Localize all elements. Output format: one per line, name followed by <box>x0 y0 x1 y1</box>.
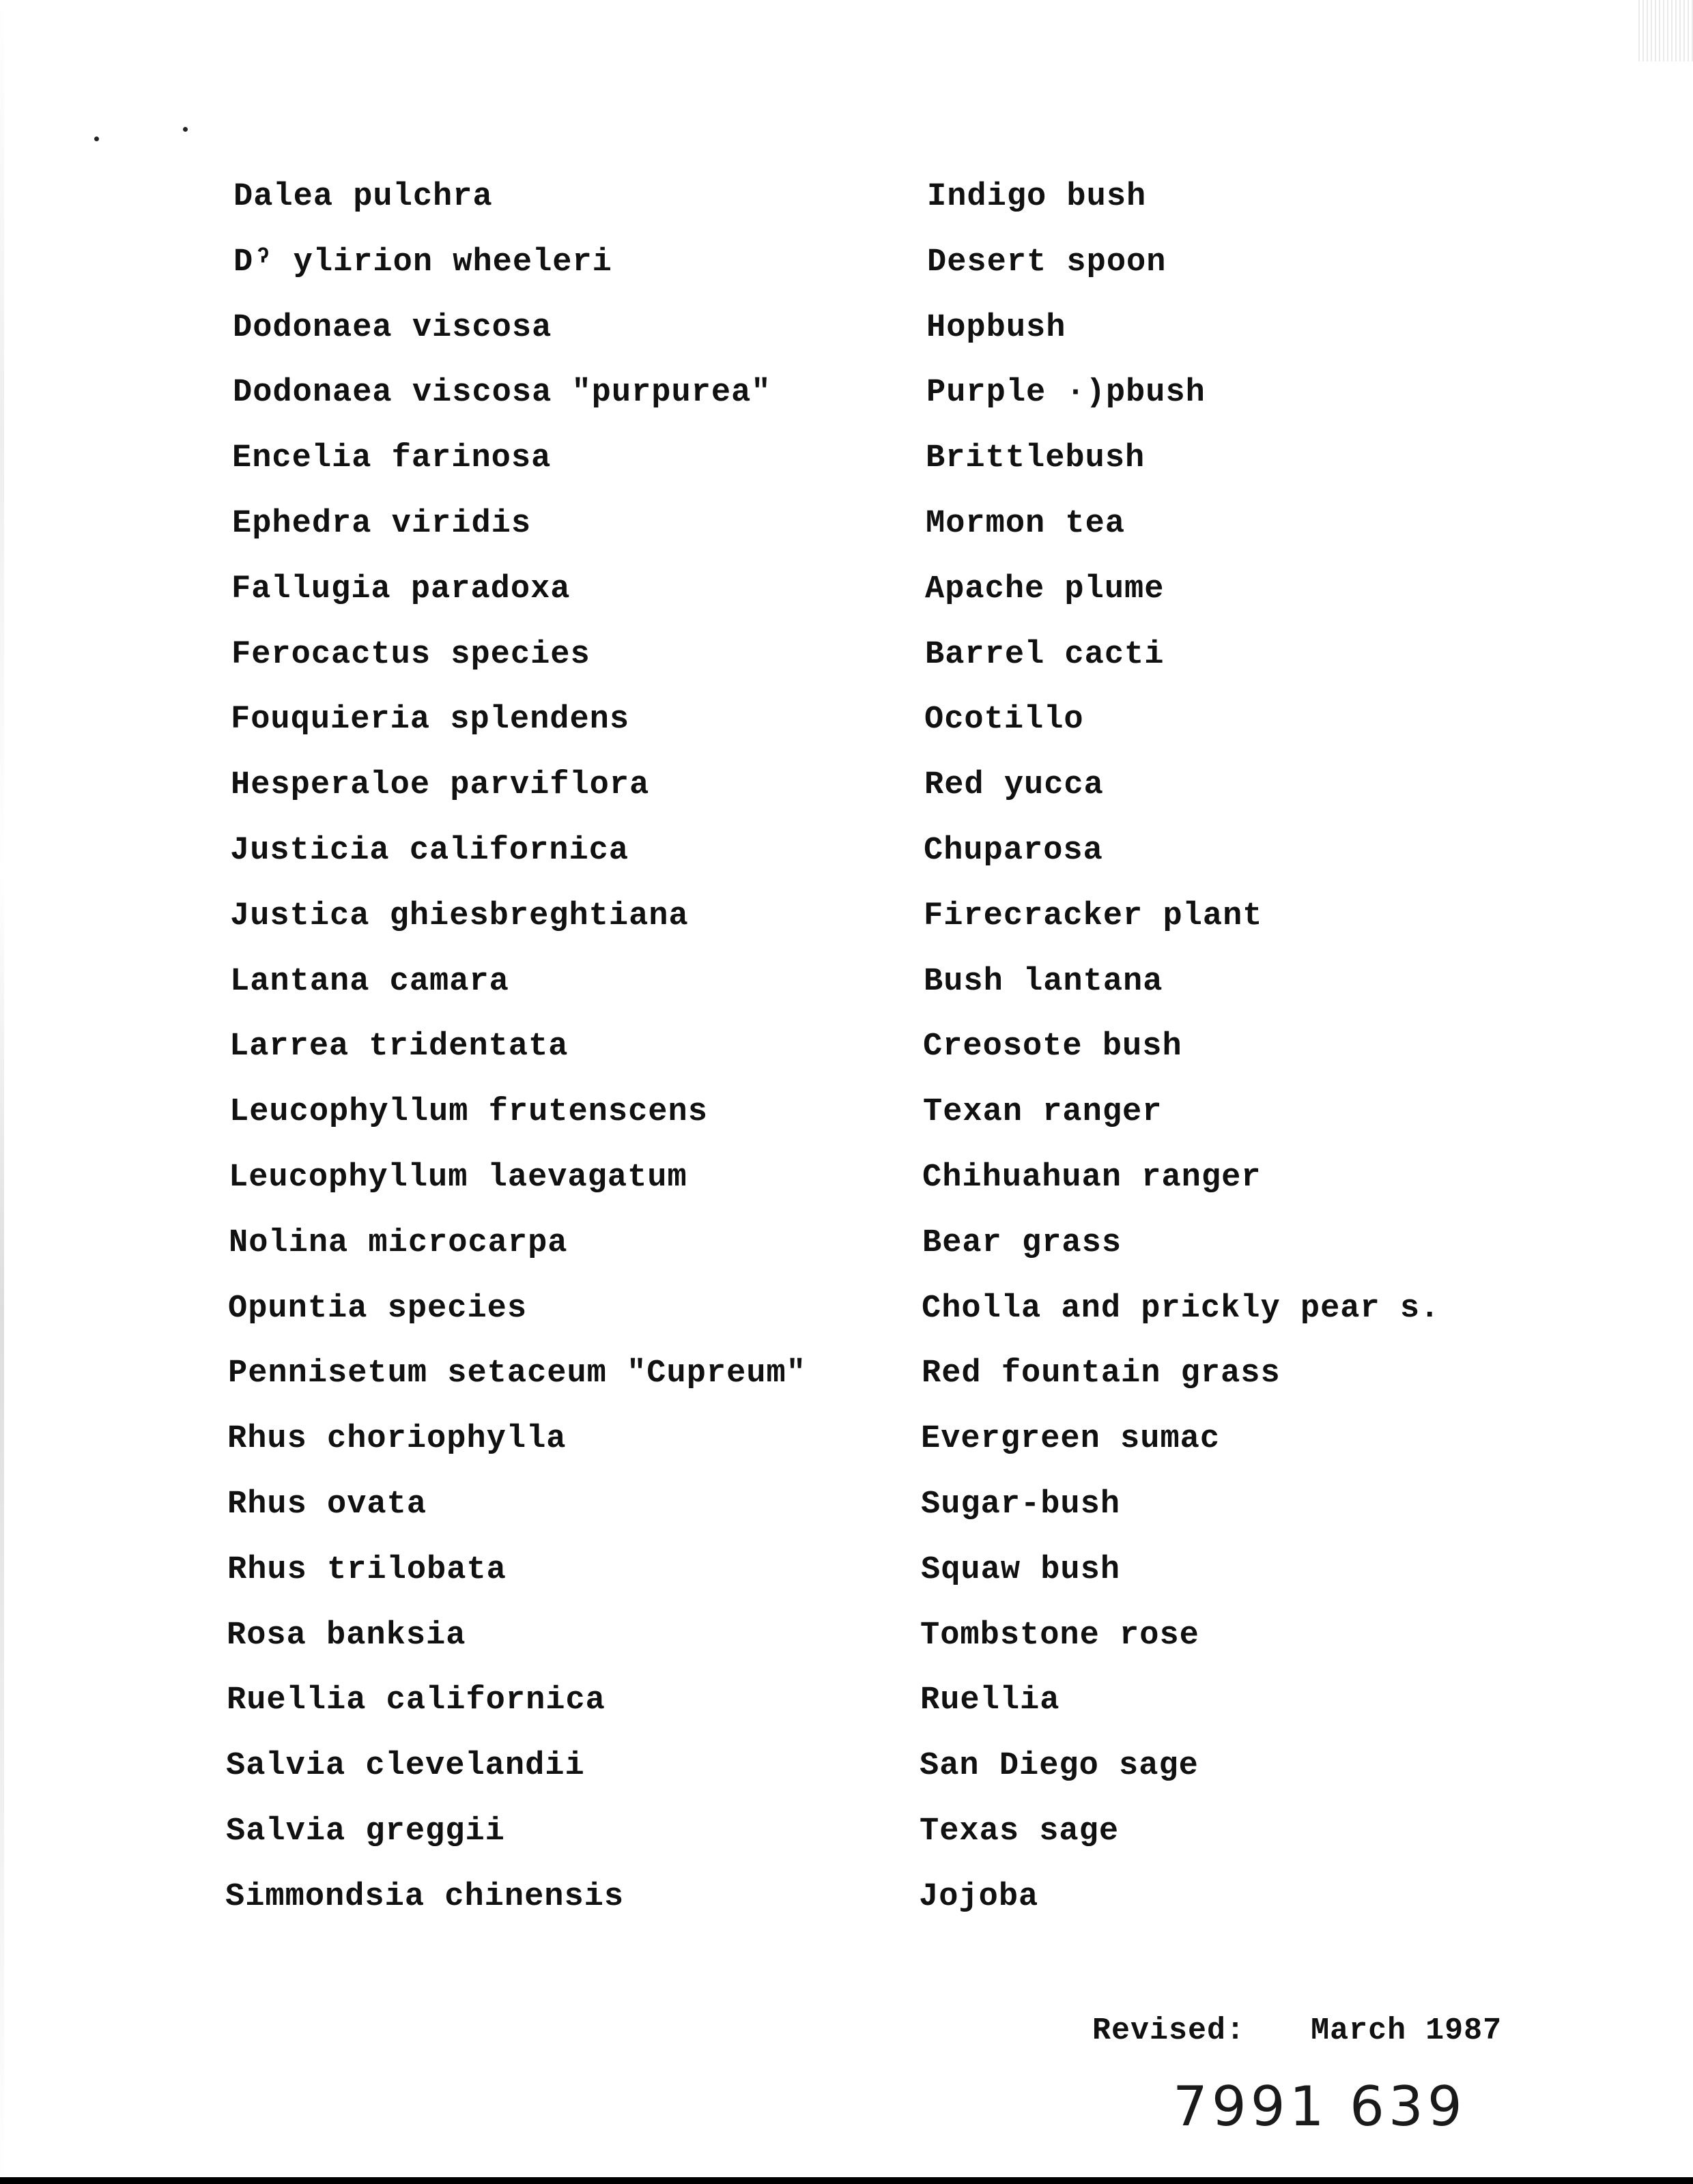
scientific-name: Rosa banksia <box>227 1617 466 1654</box>
scan-edge-corner <box>1638 0 1693 61</box>
common-name: Red fountain grass <box>922 1355 1281 1392</box>
scientific-name: Nolina microcarpa <box>229 1224 568 1261</box>
common-name: Mormon tea <box>926 506 1126 542</box>
common-name: Indigo bush <box>927 179 1147 215</box>
common-name: Apache plume <box>925 571 1165 607</box>
scientific-name: Justica ghiesbreghtiana <box>230 897 689 934</box>
document-number: 7991 639 <box>1173 2075 1466 2138</box>
common-name: Jojoba <box>919 1878 1039 1915</box>
scientific-name: Leucophyllum laevagatum <box>229 1160 687 1196</box>
common-name: Bush lantana <box>924 963 1163 1000</box>
revised-line <box>1092 2013 1502 2048</box>
plant-row <box>0 767 1693 815</box>
plant-row <box>0 898 1693 946</box>
revised-label: Revised: <box>1092 2013 1246 2048</box>
common-name: Texas sage <box>920 1813 1120 1850</box>
scan-speck <box>94 136 99 141</box>
scientific-name: Larrea tridentata <box>229 1029 569 1065</box>
plant-row <box>0 375 1693 422</box>
common-name: Squaw bush <box>921 1551 1121 1588</box>
scientific-name: Pennisetum setaceum "Cupreum" <box>228 1355 806 1392</box>
plant-row <box>0 702 1693 749</box>
common-name: Barrel cacti <box>925 636 1165 673</box>
plant-row <box>0 1029 1693 1076</box>
plant-row <box>0 637 1693 685</box>
common-name: Tombstone rose <box>920 1617 1199 1654</box>
plant-row <box>0 1225 1693 1273</box>
plant-row <box>0 1421 1693 1469</box>
scientific-name: Dˀ ylirion wheeleri <box>233 244 612 281</box>
scientific-name: Lantana camara <box>230 963 509 1000</box>
common-name: Chihuahuan ranger <box>922 1160 1262 1196</box>
scientific-name: Rhus choriophylla <box>227 1421 567 1458</box>
common-name: Ocotillo <box>924 702 1084 738</box>
scan-edge-bottom <box>0 2177 1693 2184</box>
scientific-name: Salvia greggii <box>226 1813 505 1850</box>
plant-row <box>0 1094 1693 1142</box>
common-name: Chuparosa <box>924 833 1103 869</box>
scientific-name: Salvia clevelandii <box>226 1748 585 1785</box>
plant-row <box>0 1618 1693 1665</box>
plant-row <box>0 244 1693 292</box>
scientific-name: Fouquieria splendens <box>231 702 630 738</box>
plant-row <box>0 571 1693 619</box>
common-name: Texan ranger <box>923 1094 1163 1131</box>
common-name: Hopbush <box>926 309 1066 346</box>
plant-row <box>0 833 1693 880</box>
plant-row <box>0 964 1693 1011</box>
plant-row <box>0 1682 1693 1730</box>
scientific-name: Rhus trilobata <box>227 1551 507 1588</box>
common-name: Evergreen sumac <box>921 1421 1221 1458</box>
common-name: Brittlebush <box>926 440 1146 477</box>
scientific-name: Ephedra viridis <box>232 506 532 542</box>
plant-row <box>0 1291 1693 1338</box>
common-name: Firecracker plant <box>924 897 1263 934</box>
plant-row <box>0 179 1693 227</box>
scientific-name: Dalea pulchra <box>233 179 493 215</box>
scan-speck <box>183 127 188 132</box>
scientific-name: Ferocactus species <box>231 636 591 673</box>
common-name: Bear grass <box>922 1224 1122 1261</box>
scientific-name: Hesperaloe parviflora <box>231 767 650 804</box>
scientific-name: Ruellia californica <box>227 1682 606 1719</box>
common-name: Ruellia <box>920 1682 1060 1719</box>
common-name: Red yucca <box>924 767 1104 804</box>
scientific-name: Justicia californica <box>230 833 629 869</box>
plant-row <box>0 1552 1693 1600</box>
plant-row <box>0 1355 1693 1403</box>
common-name: San Diego sage <box>920 1748 1199 1785</box>
scientific-name: Fallugia paradoxa <box>231 571 571 607</box>
scientific-name: Encelia farinosa <box>232 440 552 477</box>
revised-date: March 1987 <box>1311 2013 1503 2048</box>
plant-row <box>0 1748 1693 1796</box>
common-name: Desert spoon <box>927 244 1167 281</box>
plant-row <box>0 1486 1693 1534</box>
common-name: Creosote bush <box>923 1029 1182 1065</box>
scientific-name: Dodonaea viscosa <box>233 309 552 346</box>
plant-row <box>0 1160 1693 1207</box>
plant-row <box>0 310 1693 358</box>
plant-row <box>0 1879 1693 1927</box>
common-name: Purple ·)pbush <box>926 375 1206 412</box>
scientific-name: Simmondsia chinensis <box>225 1878 625 1915</box>
common-name: Sugar-bush <box>921 1486 1121 1523</box>
scientific-name: Opuntia species <box>228 1290 528 1327</box>
plant-row <box>0 1813 1693 1861</box>
plant-row <box>0 440 1693 488</box>
plant-row <box>0 506 1693 554</box>
common-name: Cholla and prickly pear s. <box>922 1290 1440 1327</box>
scientific-name: Dodonaea viscosa "purpurea" <box>233 375 771 412</box>
scientific-name: Rhus ovata <box>227 1486 427 1523</box>
scientific-name: Leucophyllum frutenscens <box>229 1094 708 1131</box>
